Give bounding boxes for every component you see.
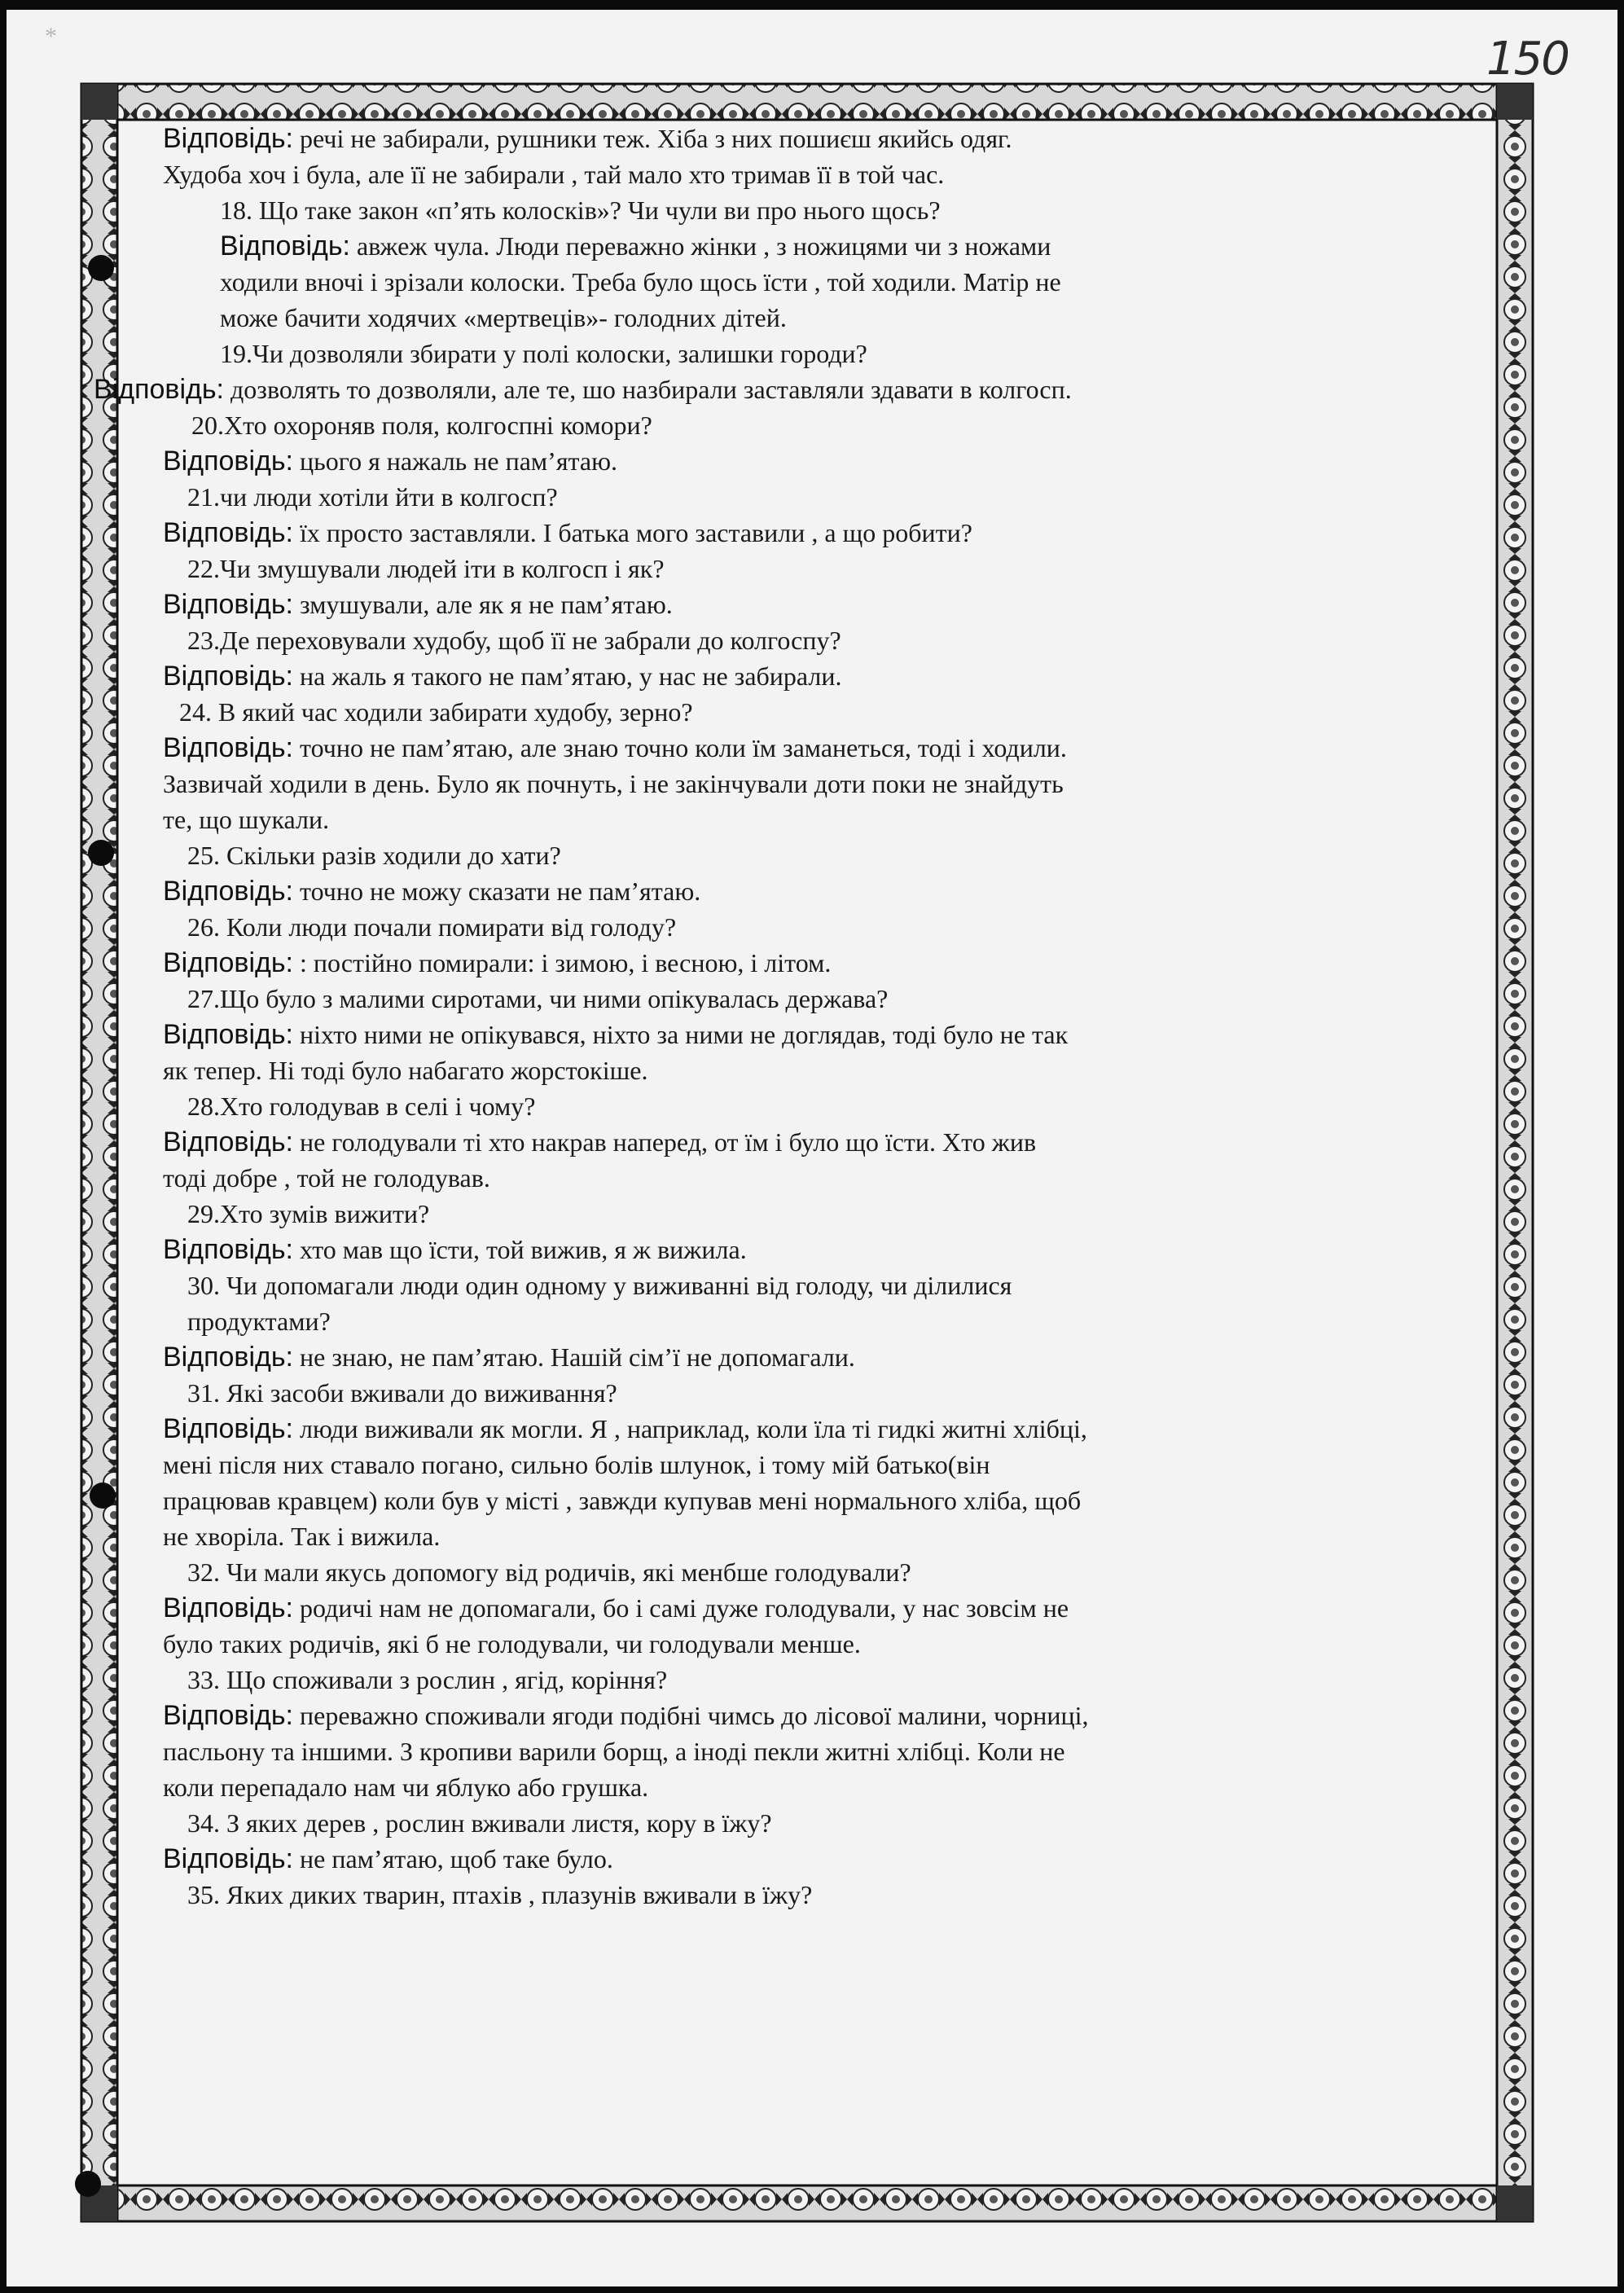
answer-block — [163, 1232, 1490, 1267]
answer-label: Відповідь: — [163, 517, 294, 548]
question-line — [220, 336, 1490, 371]
line-text: точно не можу сказати не пам’ятаю. — [300, 876, 701, 906]
line-text: те, що шукали. — [163, 805, 330, 834]
line-text: 32. Чи мали якусь допомогу від родичів, які менбше голодували? — [187, 1557, 911, 1587]
question-block — [187, 1805, 1490, 1841]
answer-block — [163, 1698, 1490, 1805]
answer-block — [163, 873, 1490, 909]
line-text: 30. Чи допомагали люди один одному у виживанні від голоду, чи ділилися — [187, 1271, 1012, 1300]
answer-line — [163, 1698, 1490, 1733]
answer-line — [163, 873, 1490, 909]
question-line — [187, 1662, 1490, 1698]
answer-label: Відповідь: — [163, 661, 294, 692]
question-line — [187, 1303, 1490, 1339]
answer-label: Відповідь: — [163, 1413, 294, 1444]
question-line — [187, 1267, 1490, 1303]
line-text: 25. Скільки разів ходили до хати? — [187, 841, 561, 870]
line-text: було таких родичів, які б не голодували, чи голодували менше. — [163, 1629, 861, 1658]
answer-label: Відповідь: — [163, 1019, 294, 1050]
line-text: речі не забирали, рушники теж. Хіба з них пошиєш якийсь одяг. — [300, 124, 1012, 153]
answer-line — [163, 802, 1490, 837]
answer-line — [163, 1017, 1490, 1052]
question-block — [187, 909, 1490, 945]
line-text: ходили вночі і зрізали колоски. Треба було щось їсти , той ходили. Матір не — [220, 267, 1061, 297]
answer-block — [163, 1339, 1490, 1375]
answer-block — [163, 515, 1490, 551]
line-text: 27.Що було з малими сиротами, чи ними опікувалась держава? — [187, 984, 889, 1013]
line-text: не знаю, не пам’ятаю. Нашій сім’ї не допомагали. — [300, 1342, 855, 1372]
answer-label: Відповідь: — [220, 231, 351, 261]
line-text: 29.Хто зумів вижити? — [187, 1199, 430, 1228]
question-block — [187, 551, 1490, 586]
question-line — [187, 479, 1490, 515]
punch-hole — [88, 840, 114, 866]
answer-line — [163, 443, 1490, 479]
line-text: 26. Коли люди почали помирати від голоду? — [187, 912, 677, 942]
line-text: точно не пам’ятаю, але знаю точно коли їм заманеться, тоді і ходили. — [300, 733, 1067, 762]
question-block — [220, 192, 1490, 228]
answer-line — [163, 156, 1490, 192]
line-text: змушували, але як я не пам’ятаю. — [300, 590, 673, 619]
line-text: не голодували ті хто накрав наперед, от їм і було що їсти. Хто жив — [300, 1127, 1037, 1157]
answer-label: Відповідь: — [163, 732, 294, 763]
answer-line — [220, 264, 1490, 300]
answer-block — [163, 1841, 1490, 1877]
line-text: 20.Хто охороняв поля, колгоспні комори? — [191, 411, 652, 440]
line-text: 18. Що таке закон «п’ять колосків»? Чи чули ви про нього щось? — [220, 195, 941, 225]
line-text: авжеж чула. Люди переважно жінки , з ножицями чи з ножами — [357, 231, 1051, 261]
line-text: не хворіла. Так і вижила. — [163, 1522, 441, 1551]
answer-label: Відповідь: — [163, 446, 294, 477]
answer-block — [163, 730, 1490, 837]
line-text: переважно споживали ягоди подібні чимсь до лісової малини, чорниці, — [300, 1701, 1089, 1730]
line-text: Худоба хоч і була, але її не забирали , тай мало хто тримав її в той час. — [163, 160, 945, 189]
question-block — [187, 1662, 1490, 1698]
answer-label: Відповідь: — [94, 374, 225, 405]
answer-label: Відповідь: — [163, 1234, 294, 1265]
answer-line — [163, 945, 1490, 981]
answer-line — [163, 586, 1490, 622]
answer-line — [163, 1841, 1490, 1877]
question-line — [187, 1805, 1490, 1841]
answer-line — [163, 1626, 1490, 1662]
question-line — [191, 407, 1490, 443]
question-line — [187, 1554, 1490, 1590]
answer-line — [163, 1590, 1490, 1626]
question-line — [187, 622, 1490, 658]
answer-label: Відповідь: — [163, 589, 294, 620]
line-text: ніхто ними не опікувався, ніхто за ними не доглядав, тоді було не так — [300, 1020, 1069, 1049]
answer-label: Відповідь: — [163, 1127, 294, 1157]
answer-label: Відповідь: — [163, 123, 294, 154]
question-line — [187, 1196, 1490, 1232]
question-block — [179, 694, 1490, 730]
line-text: не пам’ятаю, щоб таке було. — [300, 1844, 613, 1873]
question-line — [187, 837, 1490, 873]
line-text: як тепер. Ні тоді було набагато жорстокіше. — [163, 1056, 648, 1085]
line-text: їх просто заставляли. І батька мого заставили , а що робити? — [300, 518, 972, 547]
line-text: 21.чи люди хотіли йти в колгосп? — [187, 482, 558, 512]
punch-hole — [75, 2171, 101, 2197]
corner-mark: * — [45, 23, 57, 50]
answer-line — [163, 1232, 1490, 1267]
answer-label: Відповідь: — [163, 1843, 294, 1874]
answer-block — [163, 443, 1490, 479]
answer-label: Відповідь: — [163, 947, 294, 978]
line-text: дозволять то дозволяли, але те, шо назбирали заставляли здавати в колгосп. — [230, 375, 1072, 404]
interview-text — [94, 121, 1490, 1913]
answer-line — [163, 1769, 1490, 1805]
question-line — [187, 551, 1490, 586]
answer-line — [163, 1339, 1490, 1375]
question-block — [187, 1375, 1490, 1411]
question-block — [187, 1554, 1490, 1590]
answer-line — [163, 766, 1490, 802]
line-text: родичі нам не допомагали, бо і самі дуже голодували, у нас зовсім не — [300, 1593, 1069, 1623]
answer-line — [163, 730, 1490, 766]
answer-label: Відповідь: — [163, 1700, 294, 1731]
question-line — [187, 1088, 1490, 1124]
answer-line — [163, 515, 1490, 551]
line-text: коли перепадало нам чи яблуко або грушка. — [163, 1772, 649, 1802]
line-text: 35. Яких диких тварин, птахів , плазунів вживали в їжу? — [187, 1880, 813, 1909]
line-text: продуктами? — [187, 1307, 331, 1336]
line-text: 34. З яких дерев , рослин вживали листя, кору в їжу? — [187, 1808, 772, 1838]
answer-line — [163, 1052, 1490, 1088]
line-text: 24. В який час ходили забирати худобу, зерно? — [179, 697, 693, 727]
answer-line — [163, 658, 1490, 694]
line-text: 19.Чи дозволяли збирати у полі колоски, залишки городи? — [220, 339, 867, 368]
page-number: 150 — [1486, 33, 1569, 86]
question-block — [187, 1267, 1490, 1339]
answer-label: Відповідь: — [163, 1342, 294, 1373]
answer-line — [163, 1124, 1490, 1160]
answer-line — [163, 121, 1490, 156]
answer-block — [163, 121, 1490, 192]
line-text: тоді добре , той не голодував. — [163, 1163, 490, 1193]
answer-line — [94, 371, 1490, 407]
answer-line — [163, 1518, 1490, 1554]
line-text: Зазвичай ходили в день. Було як почнуть, і не закінчували доти поки не знайдуть — [163, 769, 1064, 798]
answer-label: Відповідь: — [163, 876, 294, 907]
punch-hole — [90, 1483, 116, 1509]
line-text: люди виживали як могли. Я , наприклад, коли їла ті гидкі житні хлібці, — [300, 1414, 1087, 1443]
question-line — [187, 1877, 1490, 1913]
punch-hole — [88, 255, 114, 281]
line-text: на жаль я такого не пам’ятаю, у нас не забирали. — [300, 661, 842, 691]
answer-block — [163, 1124, 1490, 1196]
line-text: 33. Що споживали з рослин , ягід, коріння? — [187, 1665, 668, 1694]
answer-line — [163, 1447, 1490, 1483]
question-block — [220, 336, 1490, 371]
question-block — [187, 1088, 1490, 1124]
line-text: : постійно помирали: і зимою, і весною, і літом. — [300, 948, 832, 977]
question-block — [187, 622, 1490, 658]
line-text: 28.Хто голодував в селі і чому? — [187, 1092, 536, 1121]
question-block — [187, 981, 1490, 1017]
answer-block — [163, 1590, 1490, 1662]
line-text: 31. Які засоби вживали до виживання? — [187, 1378, 617, 1408]
question-block — [187, 1196, 1490, 1232]
line-text: хто мав що їсти, той вижив, я ж вижила. — [300, 1235, 747, 1264]
line-text: може бачити ходячих «мертвеців»- голодних дітей. — [220, 303, 787, 332]
question-block — [187, 479, 1490, 515]
question-line — [187, 909, 1490, 945]
answer-block — [163, 1411, 1490, 1554]
answer-block — [163, 658, 1490, 694]
answer-block — [94, 371, 1490, 407]
line-text: мені після них ставало погано, сильно болів шлунок, і тому мій батько(він — [163, 1450, 990, 1479]
line-text: цього я нажаль не пам’ятаю. — [300, 446, 618, 476]
answer-line — [163, 1411, 1490, 1447]
answer-block — [163, 586, 1490, 622]
question-line — [187, 981, 1490, 1017]
question-line — [187, 1375, 1490, 1411]
line-text: пасльону та іншими. З кропиви варили борщ, а іноді пекли житні хлібці. Коли не — [163, 1737, 1065, 1766]
answer-block — [220, 228, 1490, 336]
answer-line — [220, 228, 1490, 264]
answer-label: Відповідь: — [163, 1592, 294, 1623]
answer-line — [163, 1733, 1490, 1769]
question-line — [220, 192, 1490, 228]
line-text: 22.Чи змушували людей іти в колгосп і як? — [187, 554, 665, 583]
line-text: 23.Де переховували худобу, щоб її не забрали до колгоспу? — [187, 626, 841, 655]
answer-line — [163, 1483, 1490, 1518]
question-block — [187, 837, 1490, 873]
answer-block — [163, 945, 1490, 981]
answer-line — [220, 300, 1490, 336]
question-block — [187, 1877, 1490, 1913]
answer-block — [163, 1017, 1490, 1088]
question-line — [179, 694, 1490, 730]
question-block — [191, 407, 1490, 443]
answer-line — [163, 1160, 1490, 1196]
line-text: працював кравцем) коли був у місті , завжди купував мені нормального хліба, щоб — [163, 1486, 1082, 1515]
